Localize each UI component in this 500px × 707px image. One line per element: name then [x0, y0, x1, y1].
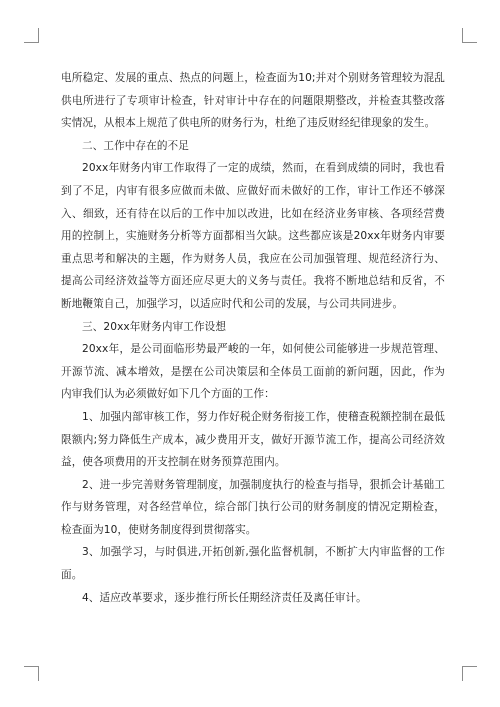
- crop-mark-top-right: [462, 28, 477, 43]
- paragraph-plan-intro: 20xx年，是公司面临形势最严峻的一年，如何使公司能够进一步规范管理、开源节流、减本增效，是摆在公司决策层和全体员工面前的新问题，因此，作为内审我们认为必须做好如下几个方面的工作：: [61, 343, 445, 401]
- list-item-3: 3、加强学习，与时俱进,开拓创新,强化监督机制，不断扩大内审监督的工作面。: [61, 546, 445, 582]
- list-item-2: 2、进一步完善财务管理制度，加强制度执行的检查与指导，狠抓会计基础工作与财务管理，对各经营单位，综合部门执行公司的财务制度的情况定期检查，检查面为10，使财务制度得到贯彻落实。: [61, 478, 445, 536]
- section-heading-plan: 三、20xx年财务内审工作设想: [82, 320, 227, 333]
- section-heading-shortcomings: 二、工作中存在的不足: [82, 139, 189, 152]
- list-item-4: 4、适应改革要求，逐步推行所长任期经济责任及离任审计。: [82, 591, 367, 604]
- document-body: [61, 67, 445, 609]
- crop-mark-bottom-left: [24, 666, 39, 681]
- crop-mark-bottom-right: [462, 666, 477, 681]
- paragraph-continued-summary: 电所稳定、发展的重点、热点的问题上，检查面为10;并对个别财务管理较为混乱供电所进行了专项审计检查，针对审计中存在的问题限期整改，并检查其整改落实情况，从根本上规范了供电所的财务行为，杜绝了违反财经纪律现象的发生。: [61, 72, 445, 130]
- paragraph-shortcomings: 20xx年财务内审工作取得了一定的成绩，然而，在看到成绩的同时，我也看到了不足，内审有很多应做而未做、应做好而未做好的工作，审计工作还不够深入、细致，还有待在以后的工作中加以改进，比如在经济业务审核、各项经营费用的控制上，实施财务分析等方面都相当欠缺。这些都应该是20xx年财务内审要重点思考和解决的主题，作为财务人员，我应在公司加强管理、规范经济行为、提高公司经济效益等方面还应尽更大的义务与责任。我将不断地总结和反省，不断地鞭策自己，加强学习，以适应时代和公司的发展，与公司共同进步。: [61, 162, 445, 310]
- list-item-1: 1、加强内部审核工作，努力作好税企财务衔接工作，使稽查税额控制在最低限额内;努力降低生产成本，减少费用开支，做好开源节流工作，提高公司经济效益，使各项费用的开支控制在财务预算范围内。: [61, 410, 445, 469]
- crop-mark-top-left: [24, 28, 39, 43]
